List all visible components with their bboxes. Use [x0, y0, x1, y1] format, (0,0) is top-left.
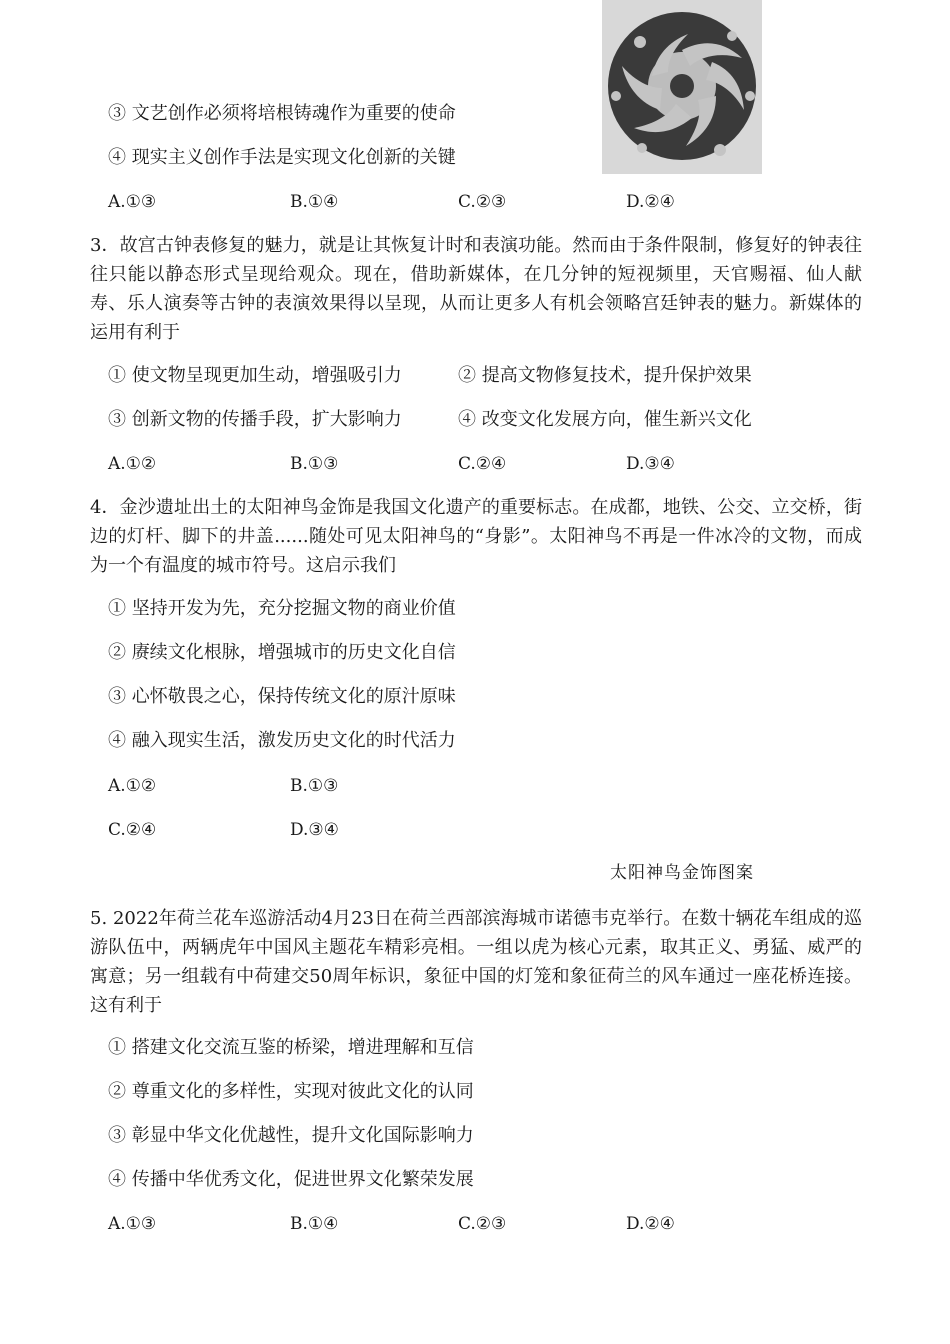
q3-choice-d: D.③④: [626, 454, 675, 474]
q2-choice-b: B.①④: [290, 192, 339, 212]
q4-choice-a: A.①②: [108, 776, 157, 796]
q3-choice-b: B.①③: [290, 454, 339, 474]
q3-option-4: ④ 改变文化发展方向，催生新兴文化: [458, 409, 752, 430]
q5-stem: 5. 2022年荷兰花车巡游活动4月23日在荷兰西部滨海城市诺德韦克举行。在数十辆花车组成的巡游队伍中，两辆虎年中国风主题花车精彩亮相。一组以虎为核心元素，取其正义、勇猛、威严的寓意；另一组载有中荷建交50周年标识，象征中国的灯笼和象征荷兰的风车通过一座花桥连接。这有利于: [90, 908, 862, 1016]
q4-choice-d: D.③④: [290, 820, 339, 840]
q5-choice-d: D.②④: [626, 1214, 675, 1234]
q5-option-3: ③ 彰显中华文化优越性，提升文化国际影响力: [108, 1125, 474, 1146]
q2-choice-a: A.①③: [108, 192, 157, 212]
q3-choice-a: A.①②: [108, 454, 157, 474]
sun-bird-pattern-icon: [602, 0, 762, 174]
q2-option-4: ④ 现实主义创作手法是实现文化创新的关键: [108, 147, 456, 168]
q5-option-4: ④ 传播中华优秀文化，促进世界文化繁荣发展: [108, 1169, 474, 1190]
q3-option-1: ① 使文物呈现更加生动，增强吸引力: [108, 365, 402, 386]
q3-option-2: ② 提高文物修复技术，提升保护效果: [458, 365, 752, 386]
q2-choice-d: D.②④: [626, 192, 675, 212]
q5-option-2: ② 尊重文化的多样性，实现对彼此文化的认同: [108, 1081, 474, 1102]
q4-option-3: ③ 心怀敬畏之心，保持传统文化的原汁原味: [108, 686, 456, 707]
sun-bird-gold-ornament-image: [602, 0, 762, 174]
q3-stem: 3．故宫古钟表修复的魅力，就是让其恢复计时和表演功能。然而由于条件限制，修复好的钟表往往只能以静态形式呈现给观众。现在，借助新媒体，在几分钟的短视频里，天官赐福、仙人献寿、乐人演奏等古钟的表演效果得以呈现，从而让更多人有机会领略宫廷钟表的魅力。新媒体的运用有利于: [90, 235, 862, 343]
q4-choice-c: C.②④: [108, 820, 157, 840]
q4-option-2: ② 赓续文化根脉，增强城市的历史文化自信: [108, 642, 456, 663]
q5-option-1: ① 搭建文化交流互鉴的桥梁，增进理解和互信: [108, 1037, 474, 1058]
q4-option-4: ④ 融入现实生活，激发历史文化的时代活力: [108, 730, 456, 751]
q3-option-3: ③ 创新文物的传播手段，扩大影响力: [108, 409, 402, 430]
q4-stem: 4．金沙遗址出土的太阳神鸟金饰是我国文化遗产的重要标志。在成都，地铁、公交、立交桥，街边的灯杆、脚下的井盖......随处可见太阳神鸟的“身影”。太阳神鸟不再是一件冰冷的文物，而成为一个有温度的城市符号。这启示我们: [90, 497, 862, 576]
q2-option-3: ③ 文艺创作必须将培根铸魂作为重要的使命: [108, 103, 456, 124]
q5-choice-a: A.①③: [108, 1214, 157, 1234]
q4-option-1: ① 坚持开发为先，充分挖掘文物的商业价值: [108, 598, 456, 619]
figure-caption: 太阳神鸟金饰图案: [610, 863, 754, 883]
q5-choice-c: C.②③: [458, 1214, 507, 1234]
q2-choice-c: C.②③: [458, 192, 507, 212]
q4-choice-b: B.①③: [290, 776, 339, 796]
q5-choice-b: B.①④: [290, 1214, 339, 1234]
q3-choice-c: C.②④: [458, 454, 507, 474]
